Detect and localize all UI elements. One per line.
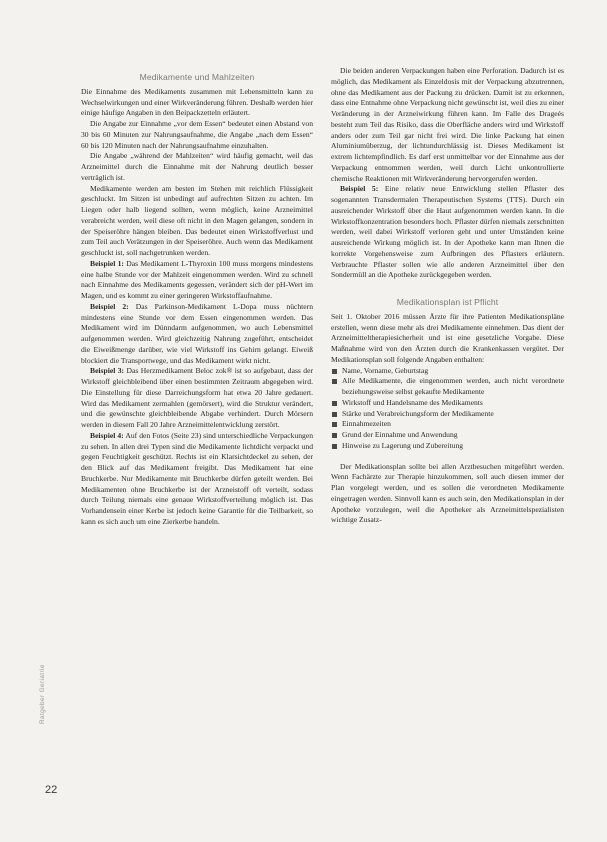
spacer — [331, 281, 564, 291]
paragraph: Die Einnahme des Medikaments zusammen mit Lebensmitteln kann zu Wechselwirkungen und einer Wirkveränderung führen. Deshalb werden hier einige häufige Angaben in den Beipackzetteln erläutert. — [81, 86, 313, 118]
paragraph: Der Medikationsplan sollte bei allen Arztbesuchen mitgeführt werden. Wenn Fachärzte zur Therapie hinzukommen, soll auch diesen immer der Plan vorgelegt werden, und es sollen die verordneten Medikamente eingetragen werden. Sinnvoll kann es auch sein, den Medikationsplan in der Apotheke vorzulegen, weil die Apotheker als Arzneimittelspezialisten wichtige Zusatz- — [331, 461, 564, 525]
example-label: Beispiel 5: — [340, 184, 379, 194]
example-text: Eine relativ neue Entwicklung stellen Pflaster des sogenannten Transdermalen Therapeutischen Systems (TTS). Durch ein ausreichender Wirkstoff über die Haut aufgenommen werden kann. In die Wirkstoffkonzentration besonders hoch. Pflaster dürfen niemals zerschnitten werden, weil dabei Wirkstoff verloren geht und unter Umständen keine ausreichende Wirkung möglich ist. In der Apotheke kann man Ihnen die korrekte Vorgehensweise zum Aufbringen des Pflasters erläutern. Verbrauchte Pflaster sollen wie alle anderen Arzneimittel über den Sondermüll an die Apotheke zurückgegeben werden. — [331, 184, 564, 280]
example-text: Auf den Fotos (Seite 23) sind unterschiedliche Verpackungen zu sehen. In allen drei Typen sind die Medikamente lichtdicht verpackt und gegen Feuchtigkeit geschützt. Rechts ist ein Klarsichtdeckel zu sehen, der den Blick auf das Medikament freigibt. Das Medikament hat eine Bruchkerbe. Nur Medikamente mit Bruchkerbe dürfen geteilt werden. Bei Medikamenten ohne Bruchkerbe ist der Arzneistoff oft verteilt, sodass durch Teilung niemals eine genaue Wirkstoffverteilung möglich ist. Das Vorhandensein einer Kerbe ist jedoch keine Garantie für die Teilbarkeit, so kann es sich auch um eine Zierkerbe handeln. — [81, 430, 313, 526]
list-item: Alle Medikamente, die eingenommen werden, auch nicht verordnete beziehungsweise selbst gekaufte Medikamente — [331, 376, 564, 398]
section-heading-mahlzeiten: Medikamente und Mahlzeiten — [139, 72, 255, 82]
example-text: Das Medikament L-Thyroxin 100 muss morgens mindestens eine halbe Stunde vor der Mahlzeit eingenommen werden. Wird zu schnell nach Einnahme des Medikaments gegessen, verändert sich der pH-Wert im Magen, und es kommt zu einer geringeren Wirkstoffaufnahme. — [81, 258, 314, 300]
example-paragraph — [81, 259, 313, 302]
paragraph: Seit 1. Oktober 2016 müssen Ärzte für ihre Patienten Medikationspläne erstellen, wenn diese mehr als drei Medikamente einnehmen. Das dient der Arzneimitteltherapiesicherheit und ist eine gesetzliche Vorgabe. Diese Maßnahme wird von den Ärzten durch die Krankenkassen vergütet. Der Medikationsplan soll folgende Angaben enthalten: — [331, 311, 564, 364]
right-column — [331, 66, 564, 526]
list-item: Hinweise zu Lagerung und Zubereitung — [331, 441, 564, 452]
example-paragraph — [81, 431, 313, 528]
list-item: Stärke und Verabreichungsform der Medikamente — [331, 409, 564, 420]
list-item: Name, Vorname, Geburtstag — [331, 366, 564, 377]
side-label: Ratgeber Geriatrie — [39, 664, 46, 724]
example-text: Das Parkinson-Medikament L-Dopa muss nüchtern mindestens eine Stunde vor dem Essen eingenommen werden. Das Medikament wird im Dünndarm aufgenommen, wo auch Lebensmittel aufgenommen werden. Wird gleichzeitig Nahrung zugeführt, entscheidet die Eiweißmenge darüber, wie viel Wirkstoff ins Gehirn gelangt. Eiweiß blockiert die Transportwege, und das Medikament wirkt nicht. — [81, 301, 313, 365]
example-paragraph — [331, 184, 564, 281]
left-column — [81, 66, 313, 528]
example-label: Beispiel 3: — [90, 366, 125, 376]
example-paragraph — [81, 302, 313, 367]
example-text: Das Herzmedikament Beloc zok® ist so aufgebaut, dass der Wirkstoff gleichbleibend über einen bestimmten Zeitraum abgegeben wird. Die Einstellung für diese Darreichungsform hat etwa 20 Jahre gedauert. Wird das Medikament zermahlen (gemörsert), wird die Struktur verändert, und die gewünschte gleichbleibende Abgabe verhindert. Durch Mörsern werden in diesem Fall 20 Jahre Arzneimittelentwicklung zerstört. — [81, 366, 313, 429]
paragraph: Die beiden anderen Verpackungen haben eine Perforation. Dadurch ist es möglich, das Medikament als Einzeldosis mit der Verpackung abzutrennen, ohne das Medikament aus der Packung zu drücken. Damit ist zu erkennen, dass eine Entnahme ohne Verpackung nicht gewünscht ist, weil dies zu einer Veränderung in der Arzneiwirkung führen kann. Im Falle des Drageés besteht zum Teil das Risiko, dass die Oberfläche anders wird und Wirkstoff anders oder zum Teil gar nicht frei wird. Die linke Packung hat einen Aluminiumüberzug, der lichtundurchlässig ist. Dieses Medikament ist extrem lichtempfindlich. Es darf erst unmittelbar vor der Einnahme aus der Verpackung entnommen werden, weil durch Licht unkontrollierte chemische Reaktionen mit Wirkveränderung hervorgerufen werden. — [331, 66, 564, 183]
example-label: Beispiel 2: — [90, 301, 129, 311]
paragraph: Die Angabe zur Einnahme „vor dem Essen“ bedeutet einen Abstand von 30 bis 60 Minuten zur Nahrungsaufnahme, die Angabe „nach dem Essen“ 60 bis 120 Minuten nach der Nahrungsaufnahme einzuhalten. — [81, 119, 313, 150]
spacer — [331, 452, 564, 462]
example-label: Beispiel 1: — [90, 258, 124, 268]
list-item: Wirkstoff und Handelsname des Medikaments — [331, 398, 564, 409]
example-label: Beispiel 4: — [90, 430, 124, 440]
page-number: 22 — [45, 784, 58, 796]
list-item: Einnahmezeiten — [331, 419, 564, 430]
list-item: Grund der Einnahme und Anwendung — [331, 430, 564, 441]
section-heading-medikationsplan: Medikationsplan ist Pflicht — [396, 297, 499, 307]
paragraph: Medikamente werden am besten im Stehen mit reichlich Flüssigkeit geschluckt. Im Sitzen ist unbedingt auf aufrechten Sitzen zu achten. Im Liegen oder halb liegend sollten, wenn möglich, keine Arzneimittel verabreicht werden, weil diese oft nicht in den Magen gelangen, sondern in der Speiseröhre hängen bleiben. Das bedeutet einen Wirkstoffverlust und zum Teil auch Verätzungen in der Speiseröhre. Auch wenn das Medikament geschluckt ist, soll nachgetrunken werden. — [81, 183, 313, 257]
paragraph: Die Angabe „während der Mahlzeiten“ wird häufig gemacht, weil das Arzneimittel durch die Einnahme mit der Nahrung deutlich besser verträglich ist. — [81, 151, 313, 182]
example-paragraph — [81, 366, 313, 431]
requirements-list — [331, 366, 564, 452]
